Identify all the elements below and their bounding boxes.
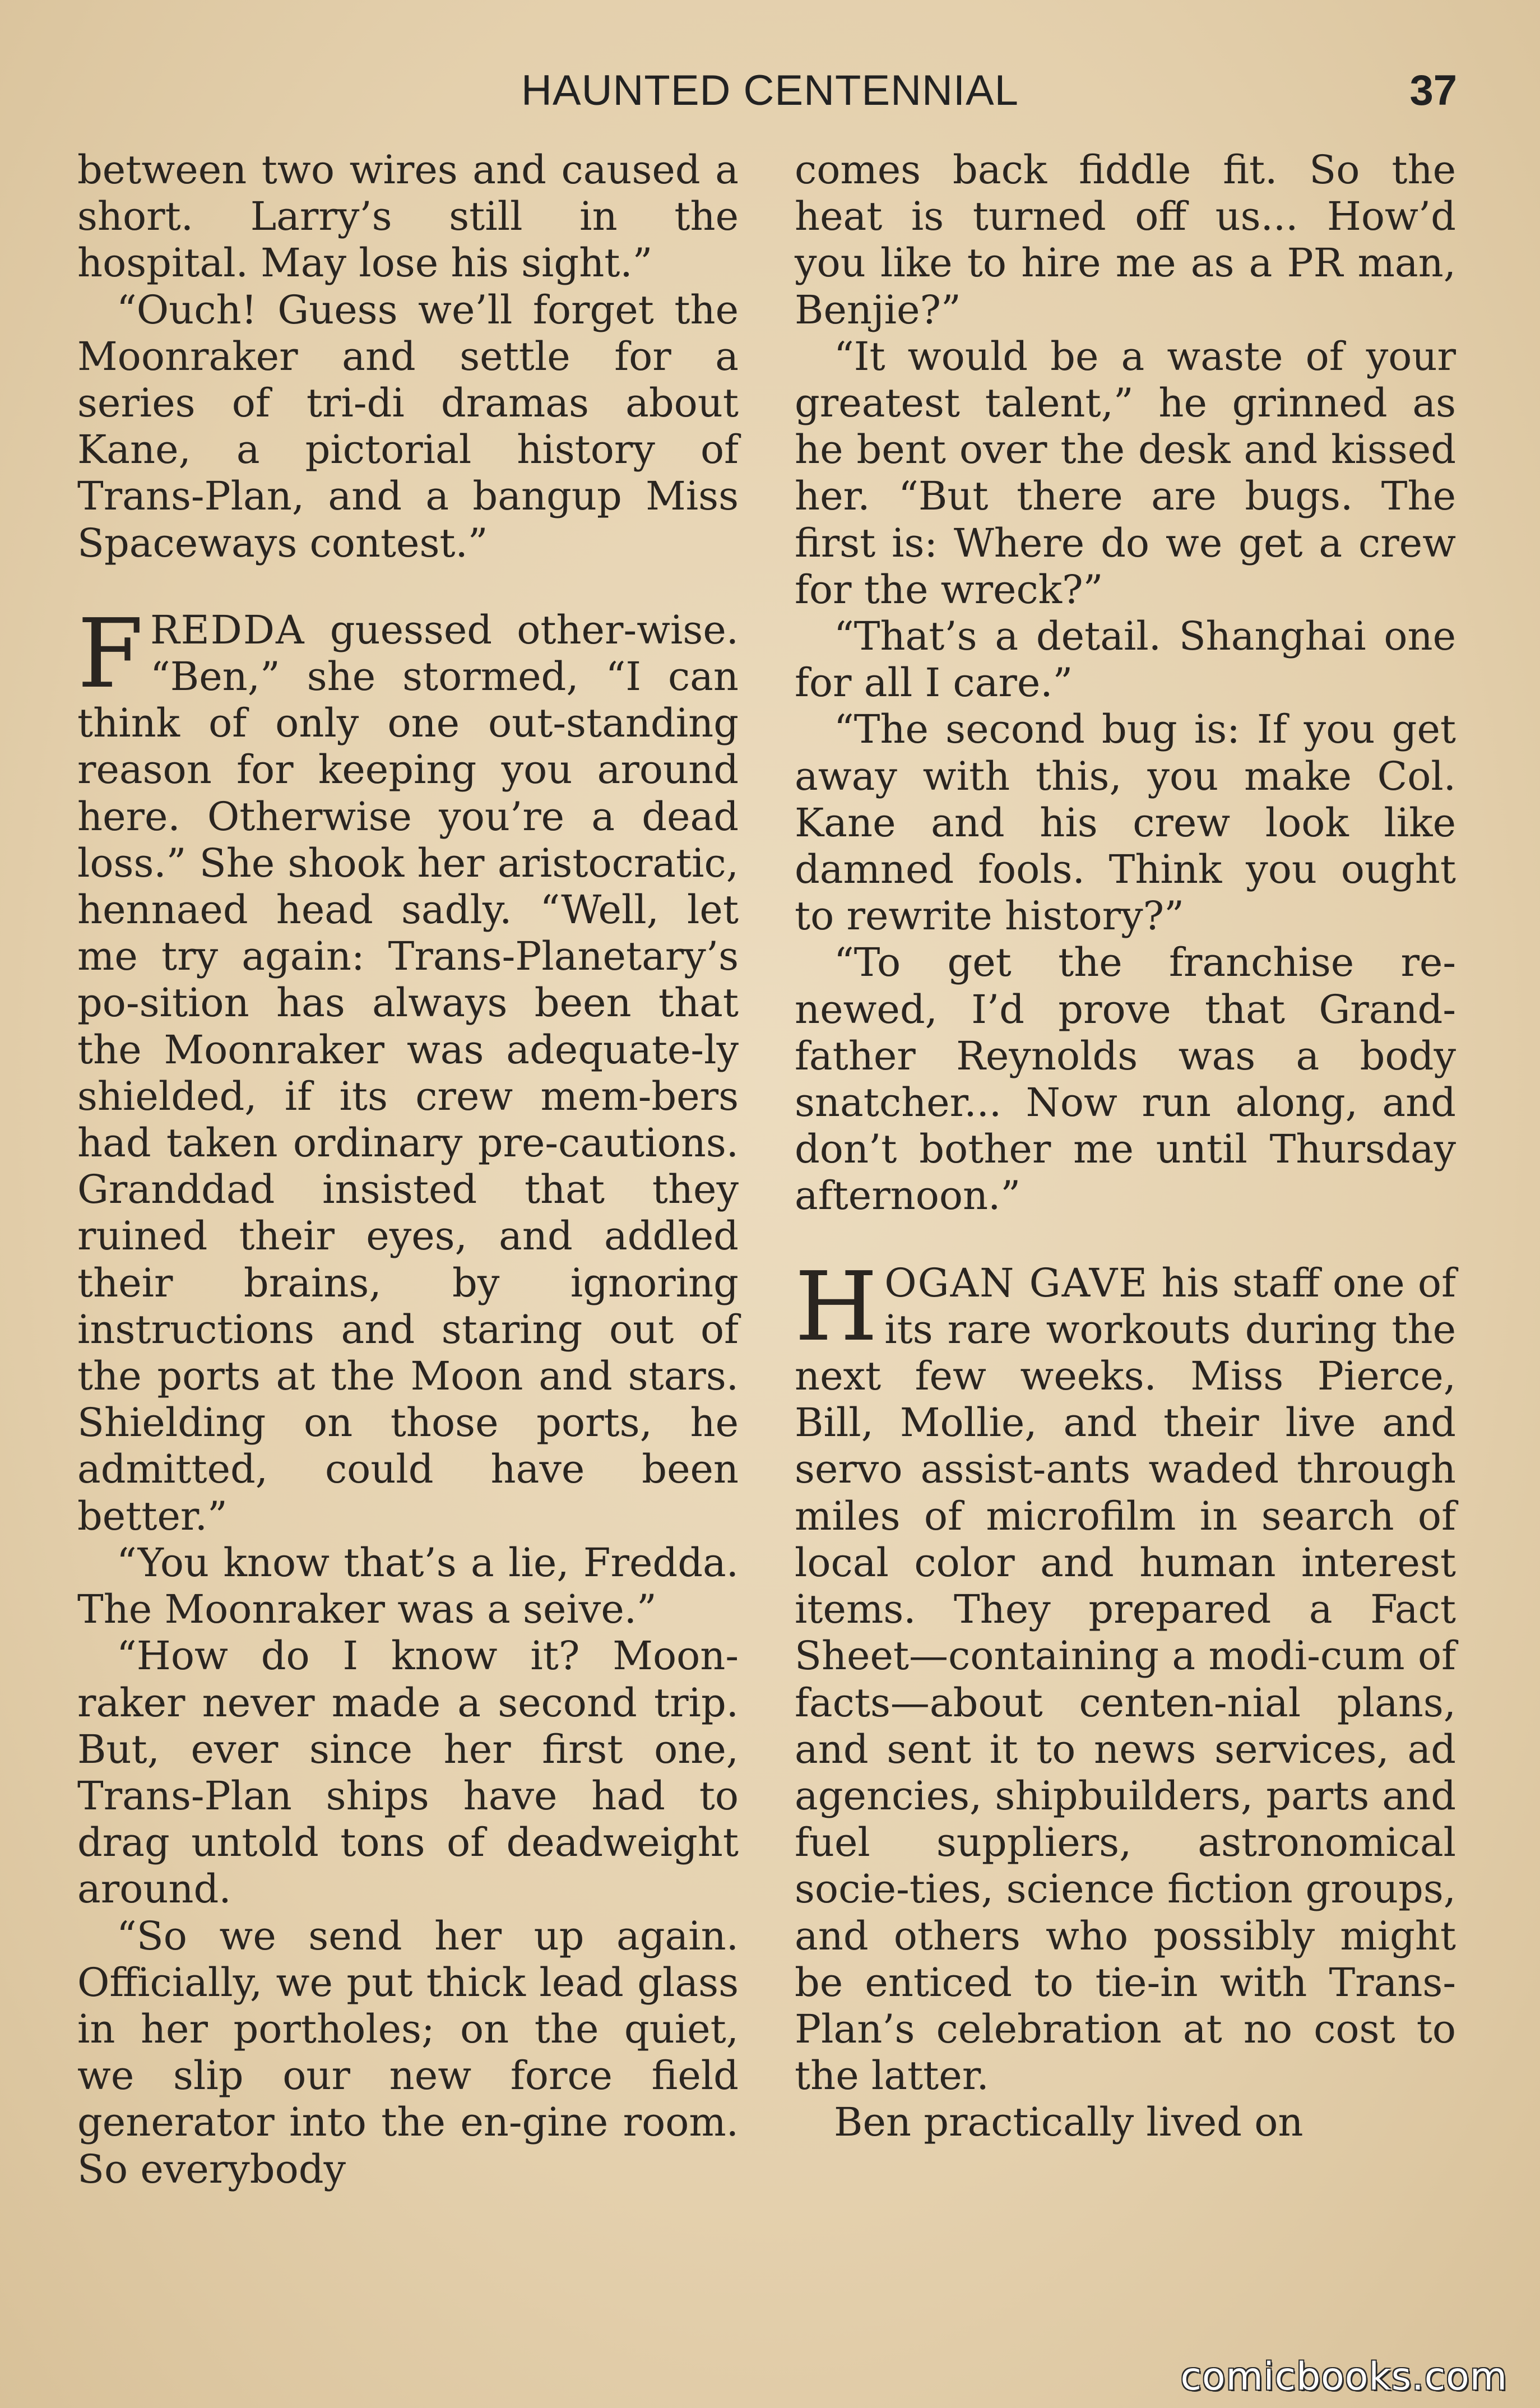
paragraph: comes back fiddle fit. So the heat is turned off us... How’d you like to hire me as a PR man, Benjie?” (795, 147, 1456, 333)
paragraph: “Ouch! Guess we’ll forget the Moonraker and settle for a series of tri-di dramas about Kane, a pictorial history of Trans-Plan, and a bangup Miss Spaceways contest.” (77, 286, 739, 566)
paragraph: “So we send her up again. Officially, we put thick lead glass in her portholes; on the quiet, we slip our new force field generator into the en-gine room. So everybody (77, 1912, 739, 2192)
running-title: HAUNTED CENTENNIAL (521, 67, 1019, 114)
paragraph: “How do I know it? Moon-raker never made a second trip. But, ever since her first one, Trans-Plan ships have had to drag untold tons of deadweight around. (77, 1633, 739, 1912)
drop-cap: F (77, 598, 143, 710)
lead-in-caps: REDDA (150, 606, 305, 653)
right-column (795, 147, 1456, 2146)
paragraph-text: guessed other-wise. “Ben,” she stormed, “I can think of only one out-standing reason for keeping you around here. Otherwise you’re a dead loss.” She shook her aristocratic, hennaed head sadly. “Well, let me try again: Trans-Planetary’s po-sition has always been that the Moonraker was adequate-ly shielded, if its crew mem-bers had taken ordinary pre-cautions. Granddad insisted that they ruined their eyes, and addled their brains, by ignoring instructions and staring out of the ports at the Moon and stars. Shielding on those ports, he admitted, could have been better.” (77, 606, 739, 1539)
drop-cap: H (795, 1251, 878, 1363)
paragraph: “The second bug is: If you get away with this, you make Col. Kane and his crew look like damned fools. Think you ought to rewrite history?” (795, 706, 1456, 939)
paragraph: “That’s a detail. Shanghai one for all I care.” (795, 613, 1456, 706)
section-opening-paragraph (795, 1251, 1456, 2100)
paragraph: Ben practically lived on (834, 2099, 1304, 2146)
paragraph: between two wires and caused a short. Larry’s still in the hospital. May lose his sight.” (77, 147, 739, 286)
section-opening-paragraph (77, 598, 739, 1540)
page-header (0, 66, 1540, 122)
site-watermark: comicbooks.com (1180, 2355, 1507, 2399)
paragraph-text: his staff one of its rare workouts during the next few weeks. Miss Pierce, Bill, Mollie, and their live and servo assist-ants waded through miles of microfilm in search of local color and human interest items. They prepared a Fact Sheet—containing a modi-cum of facts—about centen-nial plans, and sent it to news services, ad agencies, shipbuilders, parts and fuel suppliers, astronomical socie-ties, science fiction groups, and others who possibly might be enticed to tie-in with Trans-Plan’s celebration at no cost to the latter. (795, 1259, 1456, 2099)
lead-in-caps: OGAN GAVE (884, 1259, 1149, 1306)
left-column (77, 147, 739, 2193)
paragraph: “You know that’s a lie, Fredda. The Moonraker was a seive.” (77, 1539, 739, 1633)
paragraph: “To get the franchise re-newed, I’d prove that Grand-father Reynolds was a body snatcher... Now run along, and don’t bother me until Thursday afternoon.” (795, 939, 1456, 1219)
page-number: 37 (1409, 67, 1457, 114)
paragraph: “It would be a waste of your greatest talent,” he grinned as he bent over the desk and kissed her. “But there are bugs. The first is: Where do we get a crew for the wreck?” (795, 333, 1456, 613)
